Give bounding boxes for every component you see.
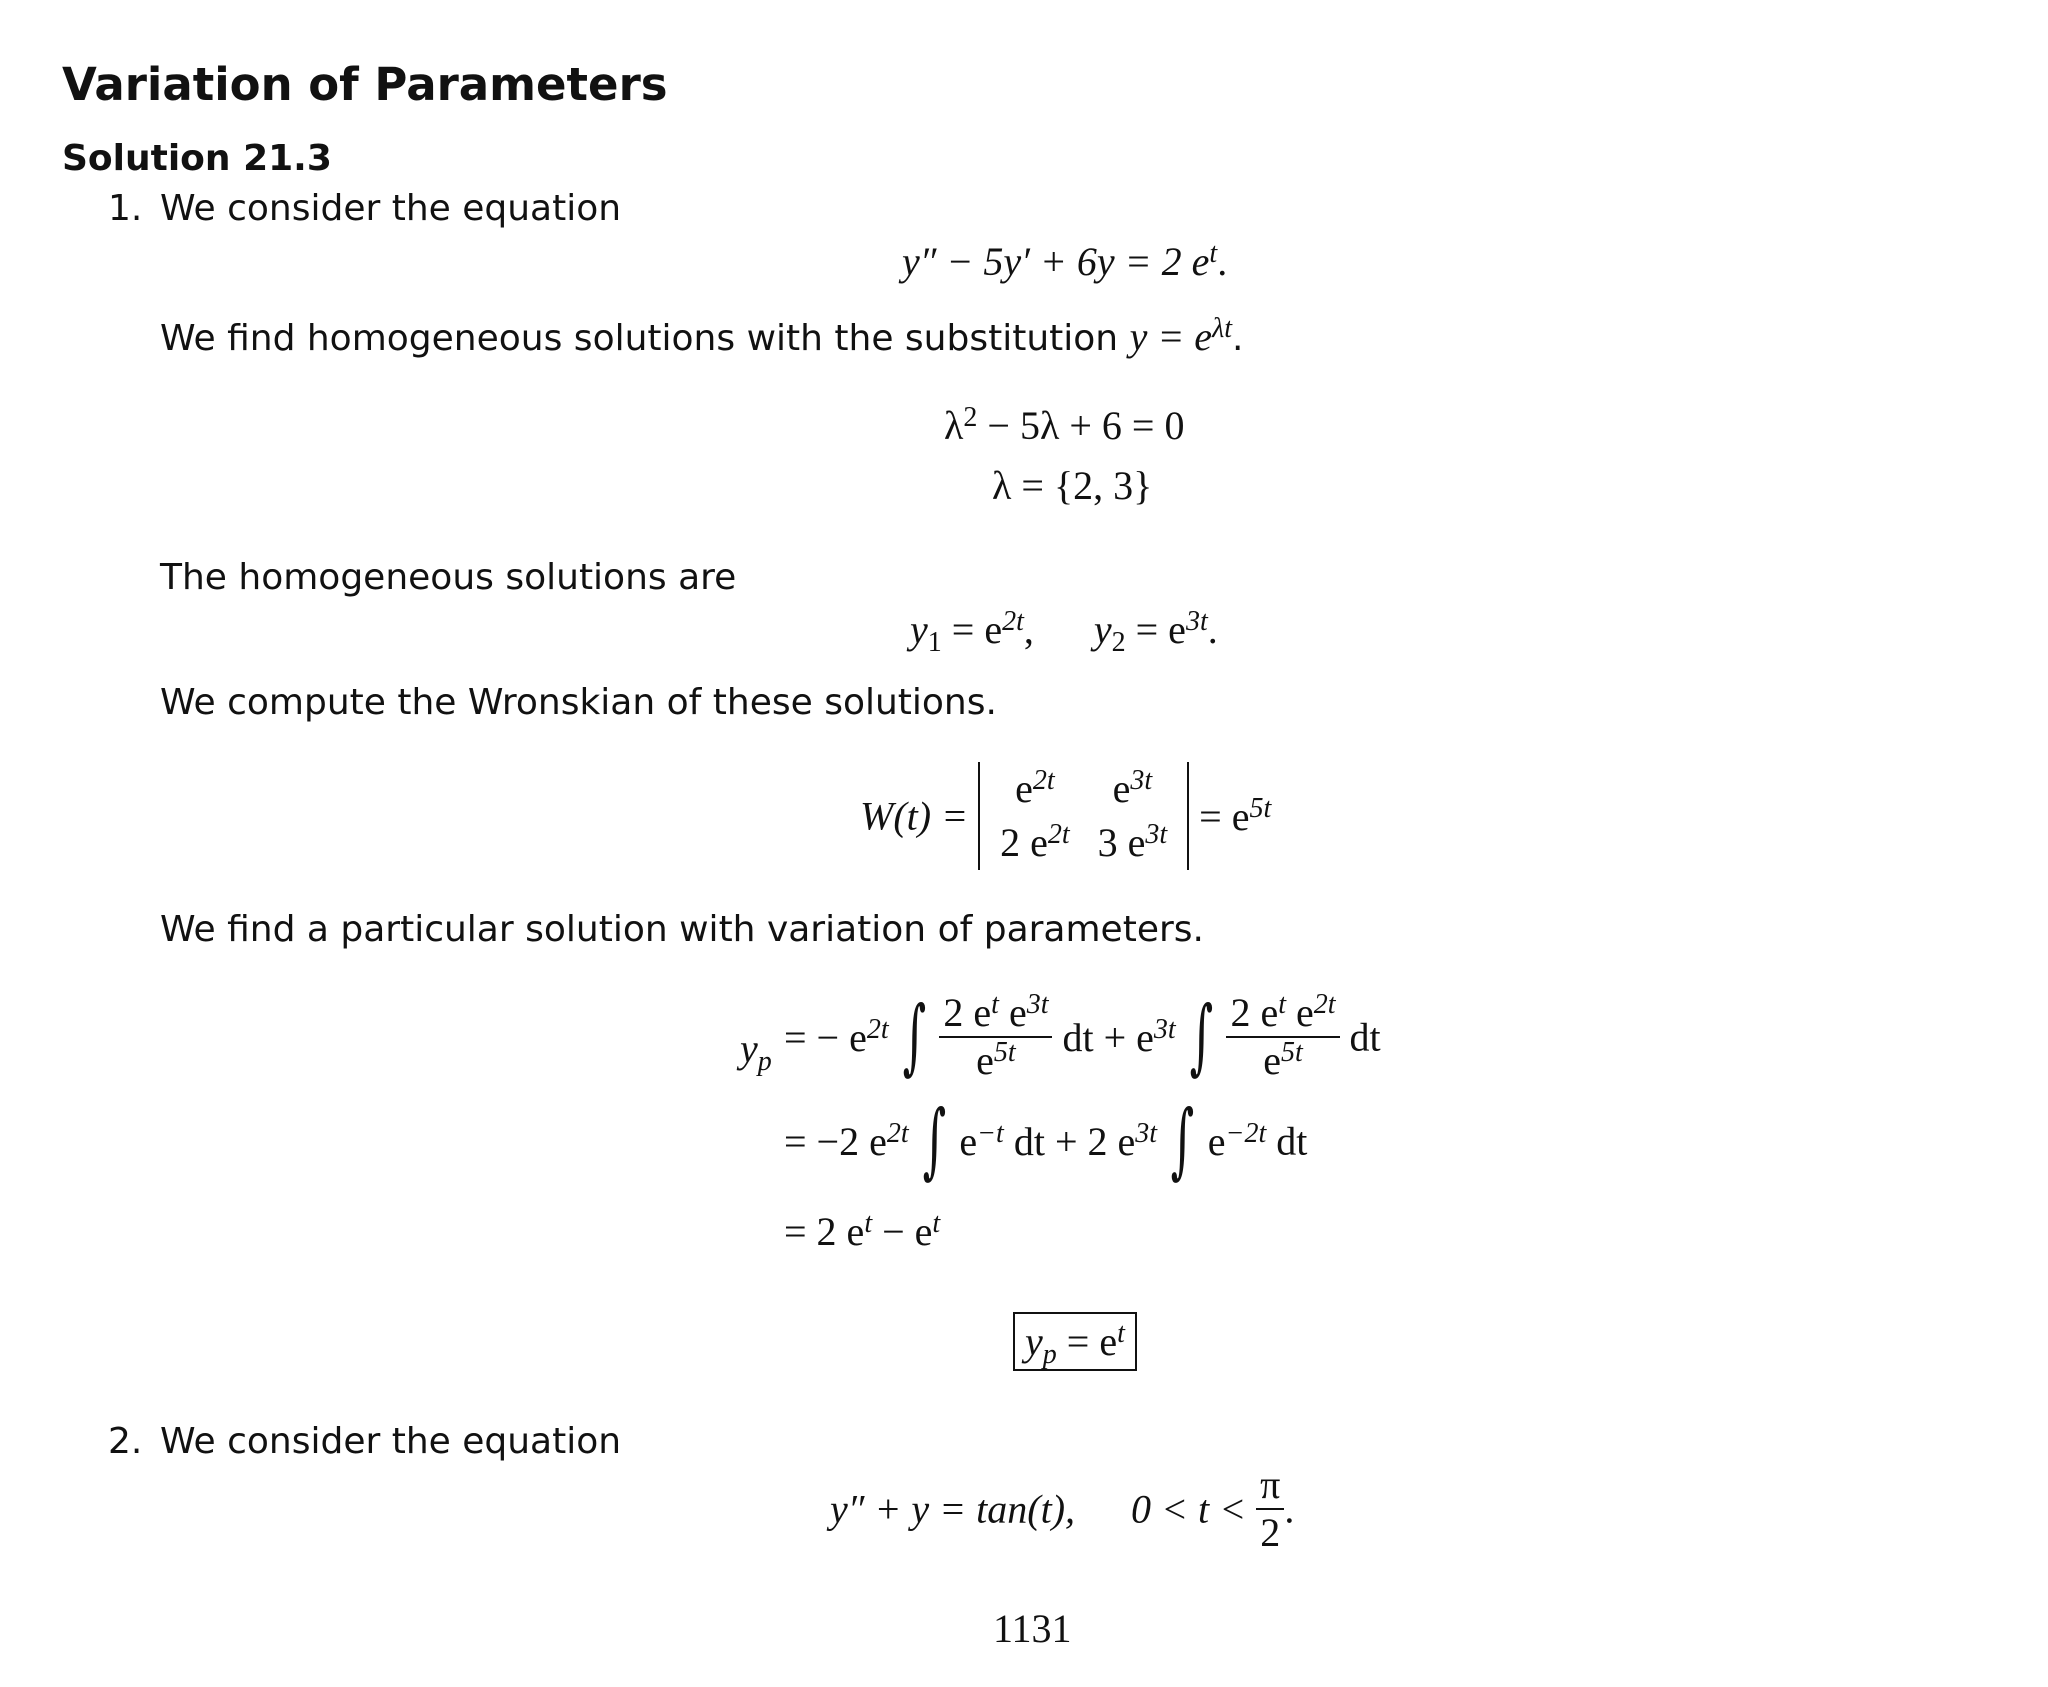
ode-end: . bbox=[1217, 239, 1228, 284]
integral-sign-3: ∫ bbox=[922, 1093, 946, 1188]
item1-intro: We consider the equation bbox=[160, 188, 622, 229]
item2-intro: We consider the equation bbox=[160, 1421, 622, 1462]
derivation-line-2: = −2 $e^{2t}$ ∫ $e^{-t}$ dt + 2 $e^{3t}$ ∫ $e^{-2t}$ dt bbox=[784, 1093, 1308, 1188]
integral-sign-2: ∫ bbox=[1189, 989, 1213, 1084]
homogeneous-solutions-text: The homogeneous solutions are bbox=[160, 557, 737, 598]
det-cell-22: 3 $e^{3t}$ bbox=[1097, 819, 1168, 865]
ode-equation-1 bbox=[902, 238, 1227, 285]
ode-equation-2: y″ + y = tan(t), 0 < t < $\frac{\pi}{2}$ . bbox=[830, 1462, 1295, 1555]
homogeneous-solutions: $y_1 = e^{2t}$, $y_2 = e^{3t}$. bbox=[910, 606, 1218, 659]
solution-heading: Solution 21.3 bbox=[62, 138, 332, 179]
yp-label: $y_p$ bbox=[740, 1026, 772, 1078]
det-cell-12: $e^{3t}$ bbox=[1112, 765, 1153, 811]
wronskian-equation: W(t) = $e^{2t}$ $e^{3t}$ 2 $e^{2t}$ 3 $e^{3t}$ = $e^{5t}$ bbox=[860, 762, 1271, 870]
section-title: Variation of Parameters bbox=[62, 58, 668, 111]
boxed-result: $y_p = e^t$ bbox=[1013, 1312, 1137, 1371]
homogeneous-text bbox=[160, 313, 1243, 360]
derivation-line-3: = 2 $e^t - e^t$ bbox=[784, 1208, 941, 1254]
det-cell-11: $e^{2t}$ bbox=[1015, 765, 1055, 811]
item2-number: 2. bbox=[108, 1421, 143, 1462]
substitution: $y = e^{\lambda t}$ bbox=[1129, 313, 1232, 359]
homogeneous-intro: We find homogeneous solutions with the substitution bbox=[160, 318, 1119, 359]
wronskian-determinant bbox=[978, 762, 1189, 870]
integral-sign-4: ∫ bbox=[1170, 1093, 1195, 1188]
det-cell-21: 2 $e^{2t}$ bbox=[1000, 819, 1070, 865]
characteristic-equation: $\lambda^2 - 5\lambda + 6 = 0$ bbox=[944, 402, 1185, 448]
ode-lhs: y″ − 5y′ + 6y = 2 e bbox=[902, 239, 1210, 284]
substitution-end: . bbox=[1231, 318, 1244, 359]
integral-sign-1: ∫ bbox=[902, 989, 926, 1084]
fraction-2: $\frac{2 e^t e^{2t}}{e^{5t}}$ bbox=[1226, 990, 1339, 1084]
ode-exp: t bbox=[1209, 238, 1218, 270]
particular-text: We find a particular solution with variation of parameters. bbox=[160, 909, 1204, 950]
wronskian-text: We compute the Wronskian of these solutions. bbox=[160, 682, 997, 723]
derivation-line-1: = − $e^{2t}$ ∫ $\frac{2 e^t e^{3t}}{e^{5t}}$ dt + $e^{3t}$ ∫ $\frac{2 e^t e^{2t}}{e^{5t}}$ dt bbox=[784, 989, 1381, 1084]
pi-over-two: $\frac{\pi}{2}$ bbox=[1256, 1462, 1284, 1556]
fraction-1: $\frac{2 e^t e^{3t}}{e^{5t}}$ bbox=[939, 990, 1052, 1084]
roots: λ = {2, 3} bbox=[992, 463, 1153, 508]
page-number: 1131 bbox=[993, 1606, 1072, 1651]
item1-number: 1. bbox=[108, 188, 143, 229]
